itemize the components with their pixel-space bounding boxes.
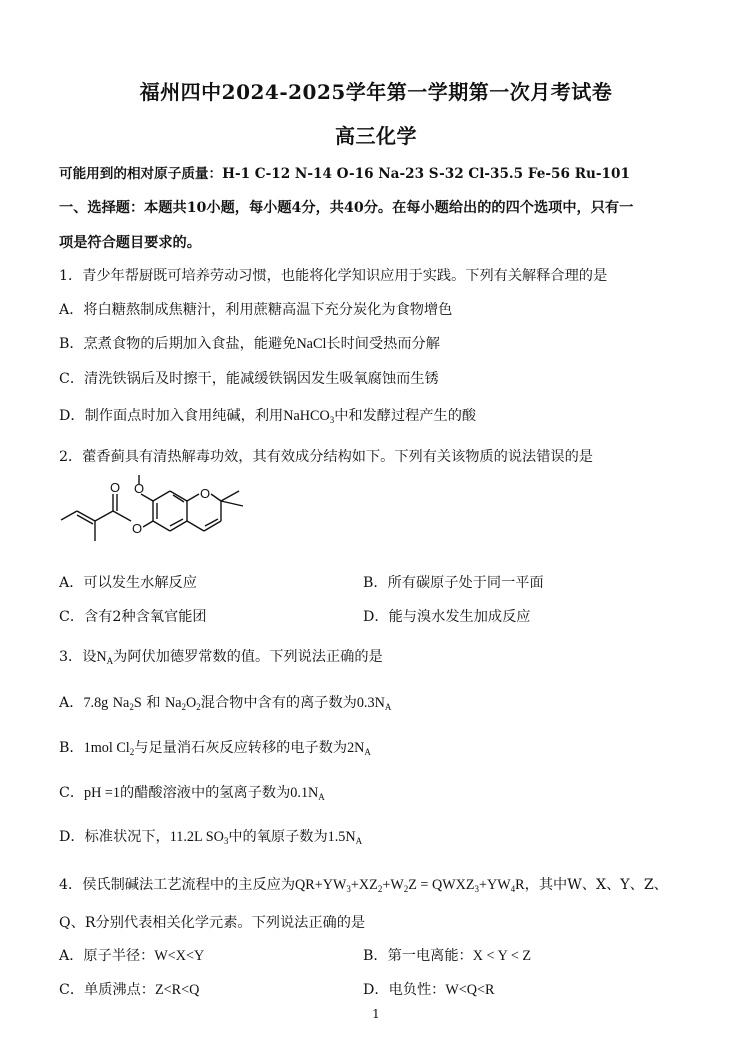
q3-option-d: D．标准状况下，11.2L $SO_3$中的氧原子数为$1.5N_A$ (59, 829, 363, 846)
q1-option-c: C．清洗铁锅后及时擦干，能减缓铁锅因发生吸氧腐蚀而生锈 (59, 371, 439, 387)
q4-stem-line1: 4．侯氏制碱法工艺流程中的主反应为$QR+YW_3+XZ_2+W_2Z$ = $QWXZ_3+YW_4R$，其中W、X、Y、Z、 (59, 877, 668, 894)
svg-text:O: O (110, 480, 121, 495)
q1-option-d: D．制作面点时加入食用纯碱，利用NaHCO$_3$中和发酵过程产生的酸 (59, 408, 477, 425)
q4-option-b: B．第一电离能：X < Y < Z (363, 948, 532, 964)
q3-option-a: A．7.8g $Na_2S$ 和 $Na_2O_2$混合物中含有的离子数为$0.3N_A$ (59, 695, 392, 712)
section-heading-line2: 项是符合题目要求的。 (59, 235, 201, 251)
q4-stem-line2: Q、R分别代表相关化学元素。下列说法正确的是 (59, 915, 366, 931)
svg-text:O: O (200, 486, 211, 501)
q2-option-c: C．含有2种含氧官能团 (59, 609, 207, 625)
q1-stem: 1．青少年帮厨既可培养劳动习惯，也能将化学知识应用于实践。下列有关解释合理的是 (59, 268, 608, 284)
q4-option-a: A．原子半径：W<X<Y (59, 948, 205, 964)
q1-option-a: A．将白糖熬制成焦糖汁，利用蔗糖高温下充分炭化为食物增色 (59, 302, 453, 318)
q2-option-b: B．所有碳原子处于同一平面 (363, 575, 544, 591)
q2-stem: 2．藿香蓟具有清热解毒功效，其有效成分结构如下。下列有关该物质的说法错误的是 (59, 449, 593, 465)
molecule-structure-diagram (55, 470, 255, 560)
q3-option-b: B．1mol $Cl_2$与足量消石灰反应转移的电子数为$2N_A$ (59, 740, 371, 757)
q3-option-c: C．pH =1的醋酸溶液中的氢离子数为$0.1N_A$ (59, 785, 325, 802)
q2-option-a: A．可以发生水解反应 (59, 575, 197, 591)
exam-subtitle: 高三化学 (335, 124, 417, 148)
q4-option-d: D．电负性：W<Q<R (363, 982, 495, 998)
page-number: 1 (372, 1007, 380, 1021)
q3-stem: 3．设$N_A$为阿伏加德罗常数的值。下列说法正确的是 (59, 649, 383, 666)
section-heading-line1: 一、选择题：本题共10小题，每小题4分，共40分。在每小题给出的的四个选项中，只有一 (59, 200, 634, 216)
q1-option-b: B．烹煮食物的后期加入食盐，能避免NaCl长时间受热而分解 (59, 336, 440, 352)
svg-text:O: O (134, 481, 145, 496)
exam-title: 福州四中2024-2025学年第一学期第一次月考试卷 (139, 80, 613, 104)
atomic-masses: 可能用到的相对原子质量：H-1 C-12 N-14 O-16 Na-23 S-32 Cl-35.5 Fe-56 Ru-101 (59, 166, 630, 182)
q4-option-c: C．单质沸点：Z<R<Q (59, 982, 200, 998)
svg-text:O: O (132, 521, 143, 536)
q2-option-d: D．能与溴水发生加成反应 (363, 609, 531, 625)
